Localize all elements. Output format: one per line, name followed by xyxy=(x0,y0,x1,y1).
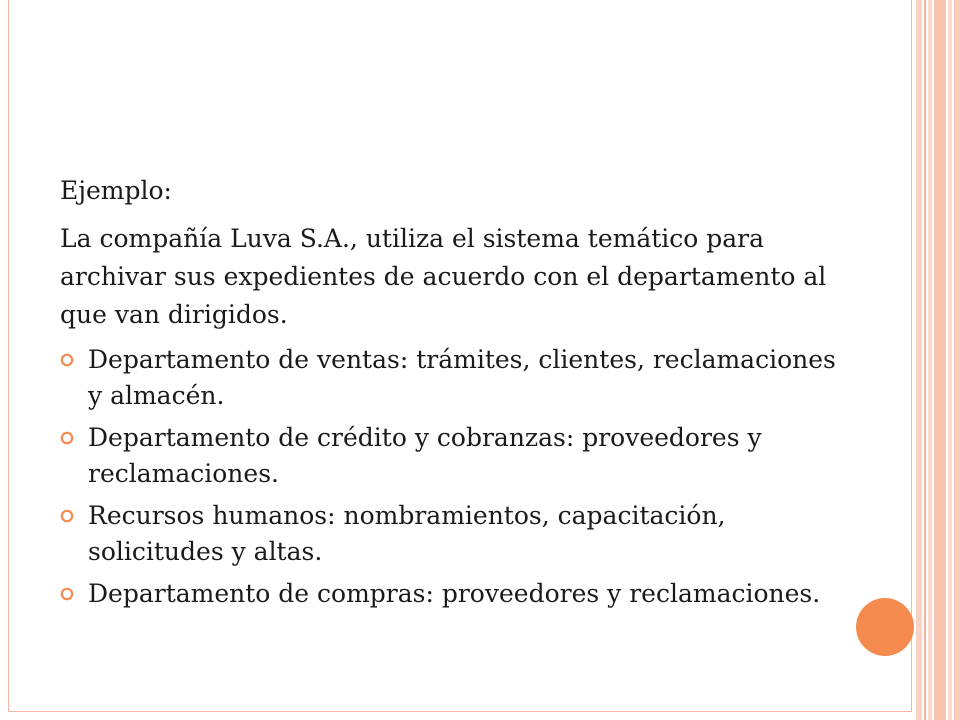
open-circle-bullet-icon xyxy=(60,587,74,601)
list-item xyxy=(60,576,840,612)
list-item xyxy=(60,342,840,414)
bullet-list xyxy=(60,342,840,612)
bullet-text: Departamento de crédito y cobranzas: proveedores y reclamaciones. xyxy=(88,423,762,488)
intro-paragraph: La compañía Luva S.A., utiliza el sistema temático para archivar sus expedientes de acuerdo con el departamento al que van dirigidos. xyxy=(60,224,827,329)
decorative-stripe xyxy=(934,0,946,720)
open-circle-bullet-icon xyxy=(60,509,74,523)
decorative-stripe xyxy=(916,0,922,720)
bullet-text: Departamento de compras: proveedores y reclamaciones. xyxy=(88,579,821,608)
orange-dot-icon xyxy=(856,598,914,656)
decorative-stripe xyxy=(924,0,926,720)
list-item xyxy=(60,420,840,492)
bullet-text: Recursos humanos: nombramientos, capacitación, solicitudes y altas. xyxy=(88,501,726,566)
list-item xyxy=(60,498,840,570)
decorative-stripe xyxy=(928,0,932,720)
decorative-stripe xyxy=(954,0,960,720)
bullet-text: Departamento de ventas: trámites, clientes, reclamaciones y almacén. xyxy=(88,345,836,410)
open-circle-bullet-icon xyxy=(60,353,74,367)
open-circle-bullet-icon xyxy=(60,431,74,445)
decorative-stripe xyxy=(948,0,952,720)
example-heading: Ejemplo: xyxy=(60,176,172,205)
slide-content xyxy=(60,172,840,618)
